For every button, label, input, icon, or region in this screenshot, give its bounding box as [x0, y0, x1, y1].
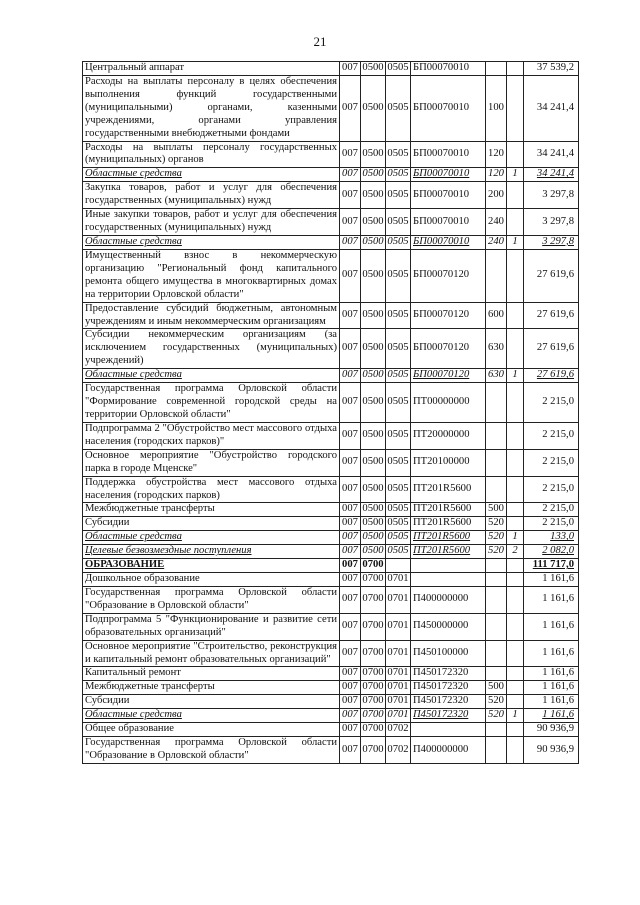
- subsection-code: 0505: [386, 517, 411, 531]
- table-row: [83, 329, 579, 369]
- target-article-code: ПТ20100000: [411, 449, 486, 476]
- row-name: Субсидии: [83, 517, 340, 531]
- section-code: 0700: [361, 695, 386, 709]
- amount: 1 161,6: [524, 709, 579, 723]
- target-article-code: П400000000: [411, 737, 486, 764]
- administrator-code: 007: [340, 667, 361, 681]
- section-code: 0500: [361, 182, 386, 209]
- funding-source-code: [507, 517, 524, 531]
- amount: 2 215,0: [524, 517, 579, 531]
- row-name: Областные средства: [83, 168, 340, 182]
- subsection-code: 0505: [386, 545, 411, 559]
- funding-source-code: [507, 613, 524, 640]
- table-row: [83, 503, 579, 517]
- target-article-code: БП00070010: [411, 209, 486, 236]
- section-code: 0700: [361, 586, 386, 613]
- administrator-code: 007: [340, 209, 361, 236]
- table-row: [83, 476, 579, 503]
- target-article-code: БП00070120: [411, 369, 486, 383]
- section-code: 0700: [361, 723, 386, 737]
- table-row: [83, 613, 579, 640]
- table-row: [83, 449, 579, 476]
- row-name: Субсидии некоммерческим организациям (за исключением государственных (муниципальных) учреждений): [83, 329, 340, 369]
- administrator-code: 007: [340, 737, 361, 764]
- administrator-code: 007: [340, 168, 361, 182]
- table-row: [83, 383, 579, 423]
- expense-type-code: [486, 249, 507, 302]
- section-code: 0700: [361, 667, 386, 681]
- amount: 3 297,8: [524, 209, 579, 236]
- table-row: [83, 517, 579, 531]
- amount: 90 936,9: [524, 723, 579, 737]
- table-row: [83, 182, 579, 209]
- subsection-code: 0701: [386, 586, 411, 613]
- target-article-code: П450172320: [411, 667, 486, 681]
- amount: 2 215,0: [524, 476, 579, 503]
- amount: 1 161,6: [524, 695, 579, 709]
- expense-type-code: [486, 476, 507, 503]
- administrator-code: 007: [340, 383, 361, 423]
- row-name: Областные средства: [83, 369, 340, 383]
- subsection-code: 0702: [386, 723, 411, 737]
- table-row: [83, 559, 579, 573]
- table-row: [83, 168, 579, 182]
- administrator-code: 007: [340, 709, 361, 723]
- amount: 3 297,8: [524, 182, 579, 209]
- subsection-code: 0701: [386, 667, 411, 681]
- section-code: 0700: [361, 613, 386, 640]
- target-article-code: П450000000: [411, 613, 486, 640]
- subsection-code: [386, 559, 411, 573]
- administrator-code: 007: [340, 573, 361, 587]
- expense-type-code: [486, 737, 507, 764]
- funding-source-code: 1: [507, 709, 524, 723]
- amount: 1 161,6: [524, 667, 579, 681]
- subsection-code: 0505: [386, 168, 411, 182]
- subsection-code: 0701: [386, 573, 411, 587]
- funding-source-code: [507, 695, 524, 709]
- target-article-code: БП00070010: [411, 141, 486, 168]
- funding-source-code: [507, 681, 524, 695]
- administrator-code: 007: [340, 531, 361, 545]
- expense-type-code: 520: [486, 531, 507, 545]
- expense-type-code: [486, 449, 507, 476]
- table-row: [83, 249, 579, 302]
- administrator-code: 007: [340, 422, 361, 449]
- section-code: 0500: [361, 62, 386, 76]
- row-name: Расходы на выплаты персоналу в целях обеспечения выполнения функций государственными (муниципальными) органами, казенными учреждениями, органами управления государственными внебюджетными фондами: [83, 75, 340, 141]
- expense-type-code: 240: [486, 235, 507, 249]
- expense-type-code: 520: [486, 517, 507, 531]
- table-row: [83, 709, 579, 723]
- administrator-code: 007: [340, 640, 361, 667]
- administrator-code: 007: [340, 235, 361, 249]
- target-article-code: [411, 573, 486, 587]
- table-row: [83, 209, 579, 236]
- expense-type-code: 520: [486, 709, 507, 723]
- amount: 34 241,4: [524, 75, 579, 141]
- administrator-code: 007: [340, 545, 361, 559]
- row-name: Центральный аппарат: [83, 62, 340, 76]
- amount: 34 241,4: [524, 168, 579, 182]
- row-name: Межбюджетные трансферты: [83, 503, 340, 517]
- subsection-code: 0505: [386, 449, 411, 476]
- section-code: 0500: [361, 369, 386, 383]
- section-code: 0500: [361, 383, 386, 423]
- row-name: Закупка товаров, работ и услуг для обеспечения государственных (муниципальных) нужд: [83, 182, 340, 209]
- funding-source-code: [507, 182, 524, 209]
- administrator-code: 007: [340, 613, 361, 640]
- target-article-code: П450172320: [411, 695, 486, 709]
- table-row: [83, 75, 579, 141]
- target-article-code: ПТ201R5600: [411, 531, 486, 545]
- section-code: 0500: [361, 503, 386, 517]
- table-row: [83, 141, 579, 168]
- row-name: Областные средства: [83, 531, 340, 545]
- subsection-code: 0505: [386, 302, 411, 329]
- section-code: 0500: [361, 235, 386, 249]
- amount: 2 215,0: [524, 422, 579, 449]
- table-row: [83, 681, 579, 695]
- amount: 1 161,6: [524, 640, 579, 667]
- target-article-code: П450172320: [411, 709, 486, 723]
- target-article-code: БП00070010: [411, 235, 486, 249]
- row-name: Иные закупки товаров, работ и услуг для обеспечения государственных (муниципальных) нужд: [83, 209, 340, 236]
- section-code: 0700: [361, 640, 386, 667]
- row-name: Дошкольное образование: [83, 573, 340, 587]
- row-name: Подпрограмма 5 "Функционирование и развитие сети образовательных организаций": [83, 613, 340, 640]
- table-row: [83, 422, 579, 449]
- funding-source-code: [507, 723, 524, 737]
- expense-type-code: 200: [486, 182, 507, 209]
- expense-type-code: [486, 723, 507, 737]
- amount: 1 161,6: [524, 681, 579, 695]
- funding-source-code: [507, 476, 524, 503]
- funding-source-code: [507, 586, 524, 613]
- funding-source-code: [507, 302, 524, 329]
- subsection-code: 0505: [386, 383, 411, 423]
- funding-source-code: [507, 383, 524, 423]
- row-name: Общее образование: [83, 723, 340, 737]
- section-code: 0500: [361, 249, 386, 302]
- table-row: [83, 531, 579, 545]
- funding-source-code: [507, 503, 524, 517]
- administrator-code: 007: [340, 302, 361, 329]
- row-name: Основное мероприятие "Строительство, реконструкция и капитальный ремонт образовательных организаций": [83, 640, 340, 667]
- administrator-code: 007: [340, 249, 361, 302]
- table-row: [83, 723, 579, 737]
- funding-source-code: [507, 667, 524, 681]
- row-name: Поддержка обустройства мест массового отдыха населения (городских парков): [83, 476, 340, 503]
- expense-type-code: [486, 383, 507, 423]
- target-article-code: ПТ201R5600: [411, 476, 486, 503]
- expense-type-code: 520: [486, 695, 507, 709]
- funding-source-code: 1: [507, 531, 524, 545]
- row-name: Субсидии: [83, 695, 340, 709]
- funding-source-code: [507, 249, 524, 302]
- row-name: Государственная программа Орловской области "Образование в Орловской области": [83, 737, 340, 764]
- subsection-code: 0505: [386, 141, 411, 168]
- subsection-code: 0505: [386, 531, 411, 545]
- subsection-code: 0702: [386, 737, 411, 764]
- section-code: 0700: [361, 709, 386, 723]
- table-row: [83, 369, 579, 383]
- subsection-code: 0505: [386, 476, 411, 503]
- budget-table: [82, 61, 579, 764]
- subsection-code: 0701: [386, 695, 411, 709]
- target-article-code: ПТ20000000: [411, 422, 486, 449]
- section-code: 0500: [361, 209, 386, 236]
- expense-type-code: 520: [486, 545, 507, 559]
- expense-type-code: 630: [486, 369, 507, 383]
- administrator-code: 007: [340, 586, 361, 613]
- expense-type-code: 500: [486, 681, 507, 695]
- amount: 3 297,8: [524, 235, 579, 249]
- administrator-code: 007: [340, 517, 361, 531]
- page-number: 21: [313, 34, 327, 49]
- funding-source-code: [507, 141, 524, 168]
- amount: 27 619,6: [524, 369, 579, 383]
- table-row: [83, 667, 579, 681]
- table-row: [83, 640, 579, 667]
- target-article-code: БП00070120: [411, 329, 486, 369]
- row-name: Государственная программа Орловской области "Формирование современной городской среды на территории Орловской области": [83, 383, 340, 423]
- target-article-code: БП00070010: [411, 168, 486, 182]
- section-code: 0500: [361, 531, 386, 545]
- funding-source-code: 2: [507, 545, 524, 559]
- amount: 27 619,6: [524, 249, 579, 302]
- row-name: Областные средства: [83, 235, 340, 249]
- funding-source-code: [507, 737, 524, 764]
- funding-source-code: [507, 640, 524, 667]
- expense-type-code: [486, 573, 507, 587]
- target-article-code: П450172320: [411, 681, 486, 695]
- funding-source-code: [507, 422, 524, 449]
- subsection-code: 0701: [386, 709, 411, 723]
- amount: 2 215,0: [524, 449, 579, 476]
- expense-type-code: 630: [486, 329, 507, 369]
- administrator-code: 007: [340, 329, 361, 369]
- target-article-code: БП00070120: [411, 302, 486, 329]
- section-code: 0500: [361, 329, 386, 369]
- funding-source-code: [507, 329, 524, 369]
- administrator-code: 007: [340, 695, 361, 709]
- target-article-code: БП00070010: [411, 182, 486, 209]
- administrator-code: 007: [340, 449, 361, 476]
- administrator-code: 007: [340, 559, 361, 573]
- target-article-code: ПТ00000000: [411, 383, 486, 423]
- section-code: 0500: [361, 168, 386, 182]
- funding-source-code: [507, 209, 524, 236]
- row-name: Подпрограмма 2 "Обустройство мест массового отдыха населения (городских парков)": [83, 422, 340, 449]
- amount: 1 161,6: [524, 586, 579, 613]
- table-row: [83, 573, 579, 587]
- funding-source-code: [507, 62, 524, 76]
- amount: 37 539,2: [524, 62, 579, 76]
- section-code: 0500: [361, 545, 386, 559]
- table-row: [83, 62, 579, 76]
- subsection-code: 0505: [386, 249, 411, 302]
- row-name: Капитальный ремонт: [83, 667, 340, 681]
- funding-source-code: [507, 75, 524, 141]
- expense-type-code: [486, 422, 507, 449]
- amount: 1 161,6: [524, 613, 579, 640]
- expense-type-code: 240: [486, 209, 507, 236]
- subsection-code: 0505: [386, 209, 411, 236]
- administrator-code: 007: [340, 681, 361, 695]
- amount: 133,0: [524, 531, 579, 545]
- target-article-code: П450100000: [411, 640, 486, 667]
- funding-source-code: 1: [507, 235, 524, 249]
- section-code: 0500: [361, 302, 386, 329]
- expense-type-code: 120: [486, 168, 507, 182]
- table-row: [83, 737, 579, 764]
- expense-type-code: 500: [486, 503, 507, 517]
- target-article-code: БП00070010: [411, 75, 486, 141]
- table-row: [83, 545, 579, 559]
- administrator-code: 007: [340, 141, 361, 168]
- subsection-code: 0505: [386, 62, 411, 76]
- administrator-code: 007: [340, 182, 361, 209]
- expense-type-code: 100: [486, 75, 507, 141]
- section-code: 0500: [361, 75, 386, 141]
- expense-type-code: [486, 586, 507, 613]
- section-code: 0700: [361, 681, 386, 695]
- row-name: Областные средства: [83, 709, 340, 723]
- section-code: 0500: [361, 517, 386, 531]
- subsection-code: 0505: [386, 182, 411, 209]
- subsection-code: 0701: [386, 681, 411, 695]
- amount: 2 215,0: [524, 383, 579, 423]
- subsection-code: 0505: [386, 503, 411, 517]
- row-name: ОБРАЗОВАНИЕ: [83, 559, 340, 573]
- table-row: [83, 235, 579, 249]
- subsection-code: 0505: [386, 369, 411, 383]
- administrator-code: 007: [340, 75, 361, 141]
- row-name: Основное мероприятие "Обустройство городского парка в городе Мценске": [83, 449, 340, 476]
- target-article-code: П400000000: [411, 586, 486, 613]
- administrator-code: 007: [340, 723, 361, 737]
- target-article-code: [411, 559, 486, 573]
- expense-type-code: [486, 667, 507, 681]
- table-row: [83, 302, 579, 329]
- subsection-code: 0505: [386, 329, 411, 369]
- row-name: Государственная программа Орловской области "Образование в Орловской области": [83, 586, 340, 613]
- administrator-code: 007: [340, 503, 361, 517]
- amount: 2 215,0: [524, 503, 579, 517]
- table-row: [83, 586, 579, 613]
- section-code: 0500: [361, 141, 386, 168]
- section-code: 0700: [361, 573, 386, 587]
- target-article-code: [411, 723, 486, 737]
- row-name: Межбюджетные трансферты: [83, 681, 340, 695]
- section-code: 0500: [361, 422, 386, 449]
- funding-source-code: 1: [507, 168, 524, 182]
- row-name: Расходы на выплаты персоналу государственных (муниципальных) органов: [83, 141, 340, 168]
- subsection-code: 0505: [386, 75, 411, 141]
- subsection-code: 0505: [386, 422, 411, 449]
- amount: 90 936,9: [524, 737, 579, 764]
- section-code: 0500: [361, 449, 386, 476]
- expense-type-code: [486, 62, 507, 76]
- expense-type-code: [486, 559, 507, 573]
- subsection-code: 0505: [386, 235, 411, 249]
- target-article-code: БП00070010: [411, 62, 486, 76]
- amount: 27 619,6: [524, 329, 579, 369]
- target-article-code: ПТ201R5600: [411, 545, 486, 559]
- funding-source-code: 1: [507, 369, 524, 383]
- row-name: Предоставление субсидий бюджетным, автономным учреждениям и иным некоммерческим организациям: [83, 302, 340, 329]
- amount: 2 082,0: [524, 545, 579, 559]
- section-code: 0500: [361, 476, 386, 503]
- section-code: 0700: [361, 737, 386, 764]
- funding-source-code: [507, 559, 524, 573]
- row-name: Целевые безвозмездные поступления: [83, 545, 340, 559]
- amount: 27 619,6: [524, 302, 579, 329]
- expense-type-code: [486, 613, 507, 640]
- administrator-code: 007: [340, 369, 361, 383]
- expense-type-code: 120: [486, 141, 507, 168]
- funding-source-code: [507, 573, 524, 587]
- target-article-code: ПТ201R5600: [411, 517, 486, 531]
- expense-type-code: 600: [486, 302, 507, 329]
- amount: 111 717,0: [524, 559, 579, 573]
- row-name: Имущественный взнос в некоммерческую организацию "Региональный фонд капитального ремонта общего имущества в многоквартирных домах на территории Орловской области": [83, 249, 340, 302]
- amount: 1 161,6: [524, 573, 579, 587]
- table-row: [83, 695, 579, 709]
- section-code: 0700: [361, 559, 386, 573]
- amount: 34 241,4: [524, 141, 579, 168]
- administrator-code: 007: [340, 476, 361, 503]
- subsection-code: 0701: [386, 640, 411, 667]
- target-article-code: БП00070120: [411, 249, 486, 302]
- administrator-code: 007: [340, 62, 361, 76]
- target-article-code: ПТ201R5600: [411, 503, 486, 517]
- subsection-code: 0701: [386, 613, 411, 640]
- expense-type-code: [486, 640, 507, 667]
- funding-source-code: [507, 449, 524, 476]
